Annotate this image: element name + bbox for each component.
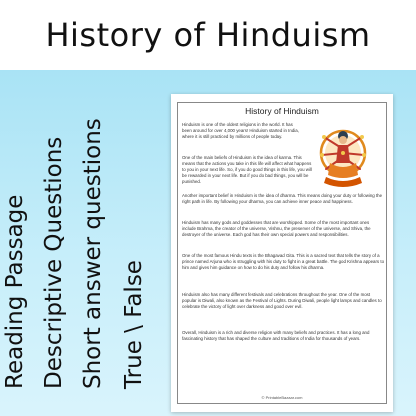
header [0,0,416,70]
deity-illustration-icon [310,119,376,193]
paragraph: Another important belief in Hinduism is the idea of dharma. This means doing your duty or following the right path in life. By following your dharma, you can achieve inner peace and happiness. [182,193,383,205]
label-true-false: True \ False [121,260,147,389]
paragraph: Hinduism is one of the oldest religions in the world. It has been around for over 4,000 years! Hinduism started in India, where it is still practiced by millions of people today. [182,122,299,140]
worksheet-border [177,102,387,404]
paragraph: Hinduism also has many different festivals and celebrations throughout the year. One of the most popular is Diwali, also known as the Festival of Lights. During Diwali, people light lamps and candles to celebrate the victory of light over darkness and good over evil. [182,292,382,310]
label-short-answer-questions: Short answer questions [80,118,106,389]
worksheet-title: History of Hinduism [245,106,319,116]
paragraph: One of the main beliefs of Hinduism is the idea of karma. This means that the actions you take in this life will affect what happens to you in your next life. So, if you do good things in this life, you will be rewarded in your next life. But if you do bad things, you will be punished. [182,155,312,185]
page-title: History of Hinduism [45,16,371,54]
worksheet-footer: © PrintableBazaar.com [261,395,303,400]
side-labels [2,72,170,416]
paragraph: Overall, Hinduism is a rich and diverse religion with many beliefs and practices. It has a long and fascinating history that has shaped the culture and traditions of India for thousands of years. [182,330,370,342]
worksheet-preview [171,94,393,412]
paragraph: Hinduism has many gods and goddesses that are worshipped. Some of the most important ones include Brahma, the creator of the universe, Vishnu, the preserver of the universe, and Shiva, the destroyer of the universe. Each god has their own special powers and responsibilities. [182,220,371,238]
paragraph: One of the most famous Hindu texts is the Bhagavad Gita. This is a sacred text that tells the story of a prince named Arjuna who is struggling with his duty to fight in a great battle. The god Krishna appears to him and gives him guidance on how to do his duty and follow his dharma. [182,253,385,271]
label-descriptive-questions: Descriptive Questions [41,136,67,389]
label-reading-passage: Reading Passage [2,194,28,389]
